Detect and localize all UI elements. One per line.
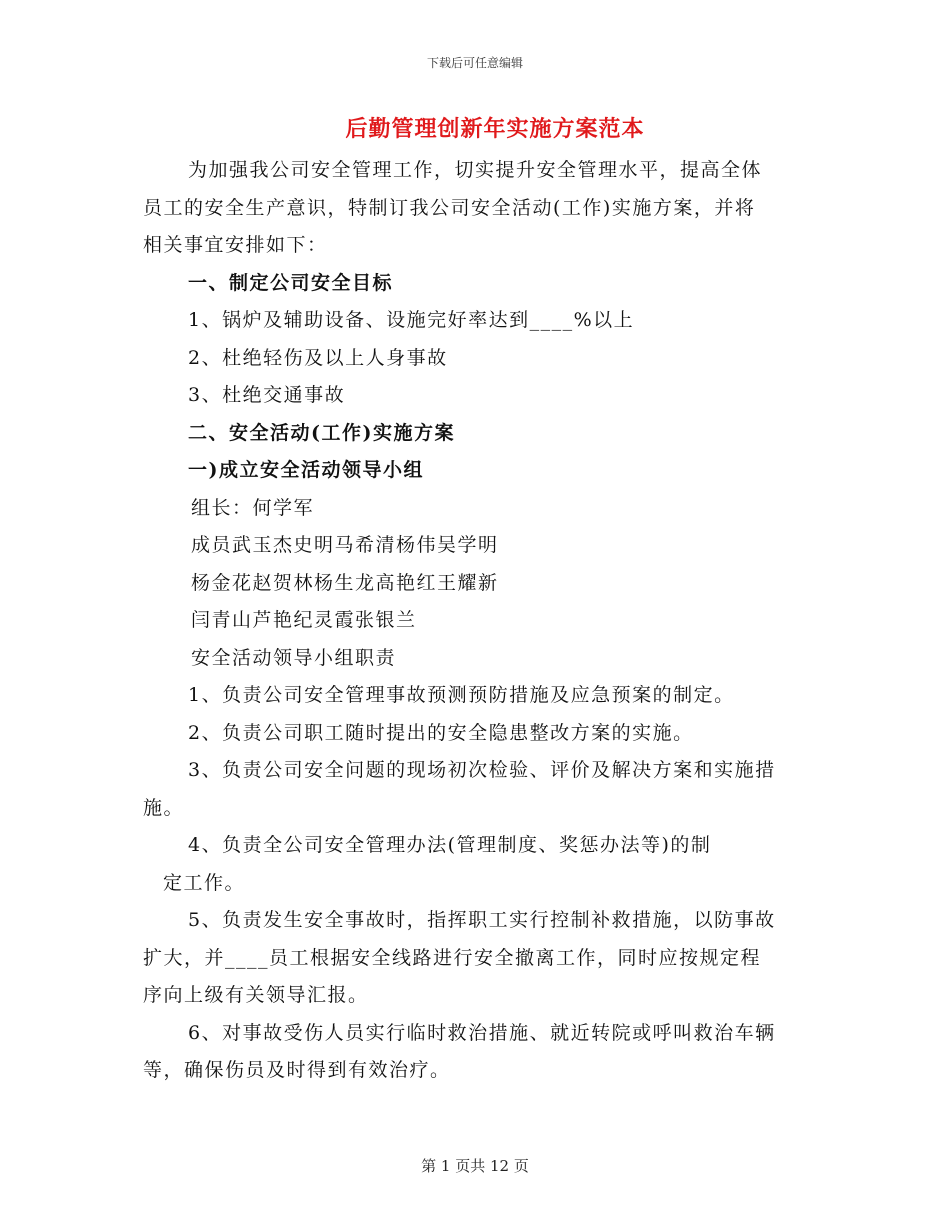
document-title: 后勤管理创新年实施方案范本	[345, 116, 645, 142]
list-item: 2、杜绝轻伤及以上人身事故	[188, 346, 448, 369]
body-line: 闫青山芦艳纪灵霞张银兰	[191, 609, 417, 631]
list-item: 3、负责公司安全问题的现场初次检验、评价及解决方案和实施措	[188, 759, 776, 781]
body-line: 等，确保伤员及时得到有效治疗。	[143, 1059, 451, 1081]
list-item: 4、负责全公司安全管理办法(管理制度、奖惩办法等)的制	[188, 834, 712, 856]
body-line: 安全活动领导小组职责	[191, 646, 397, 669]
body-line: 定工作。	[163, 871, 246, 894]
list-item: 3、杜绝交通事故	[188, 384, 346, 406]
subsection-heading: 一)成立安全活动领导小组	[188, 459, 424, 481]
section-heading: 二、安全活动(工作)实施方案	[188, 421, 455, 444]
body-line: 成员武玉杰史明马希清杨伟吴学明	[191, 534, 499, 556]
list-item: 1、锅炉及辅助设备、设施完好率达到____%以上	[188, 309, 635, 331]
body-line: 为加强我公司安全管理工作，切实提升安全管理水平，提高全体	[188, 159, 763, 181]
page-header: 下载后可任意编辑	[426, 56, 523, 70]
body-line: 相关事宜安排如下：	[143, 234, 328, 256]
body-line: 杨金花赵贺林杨生龙高艳红王耀新	[191, 571, 499, 594]
document-body	[143, 152, 808, 1090]
list-item: 2、负责公司职工随时提出的安全隐患整改方案的实施。	[188, 721, 694, 744]
body-line: 组长：何学军	[191, 496, 315, 519]
list-item: 6、对事故受伤人员实行临时救治措施、就近转院或呼叫救治车辆	[188, 1021, 776, 1044]
page-footer: 第 1 页共 12 页	[421, 1157, 529, 1175]
body-line: 员工的安全生产意识，特制订我公司安全活动(工作)实施方案，并将	[143, 196, 756, 219]
list-item: 5、负责发生安全事故时，指挥职工实行控制补救措施，以防事故	[188, 909, 776, 931]
body-line: 施。	[143, 796, 185, 819]
list-item: 1、负责公司安全管理事故预测预防措施及应急预案的制定。	[188, 684, 735, 706]
body-line: 序向上级有关领导汇报。	[143, 984, 369, 1006]
body-line: 扩大，并____员工根据安全线路进行安全撤离工作，同时应按规定程	[143, 946, 762, 969]
section-heading: 一、制定公司安全目标	[188, 271, 394, 294]
